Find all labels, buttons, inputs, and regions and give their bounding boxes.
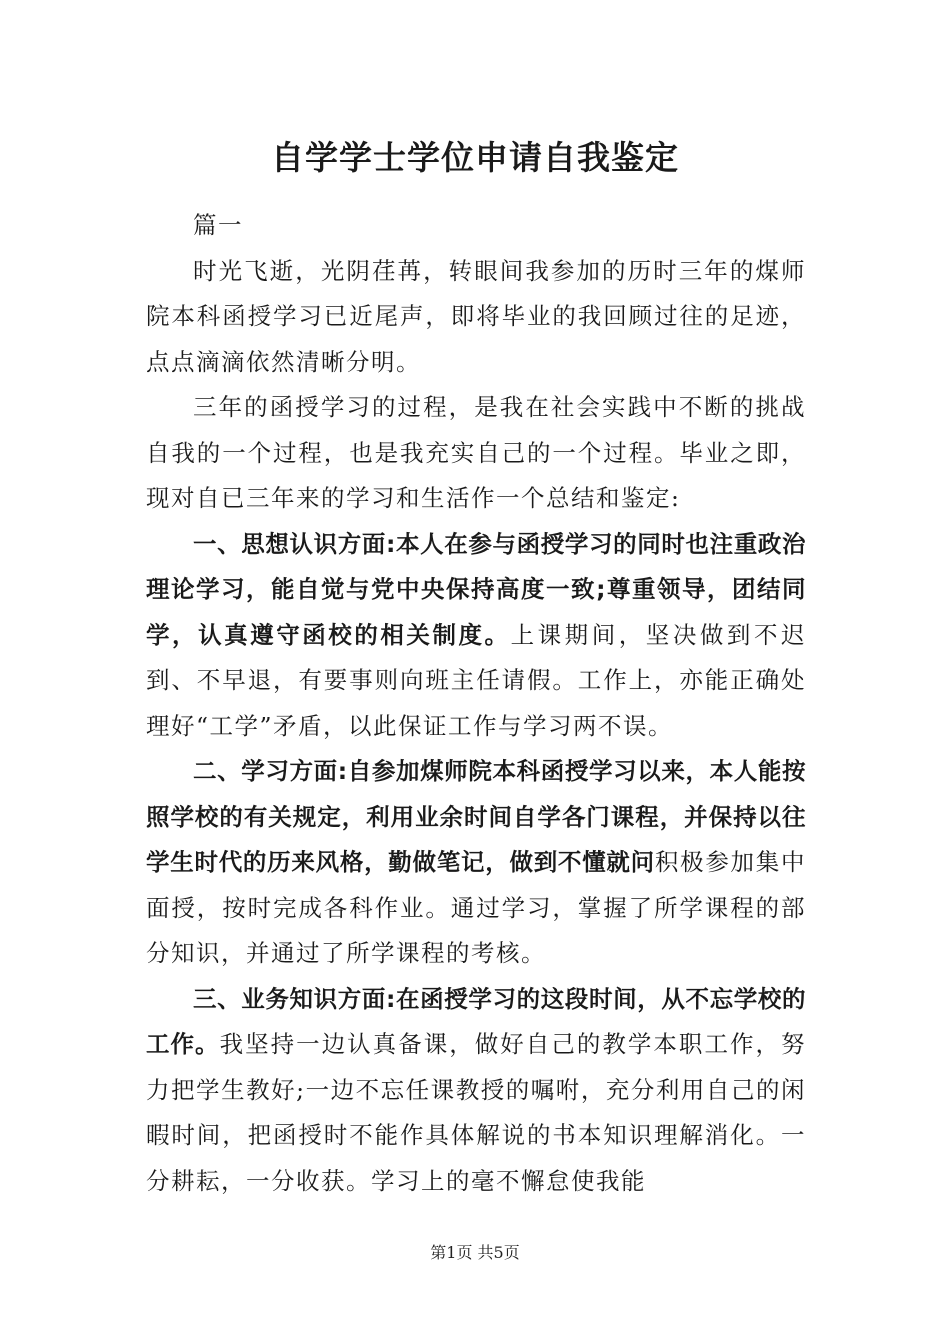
paragraph-2-text: 三年的函授学习的过程，是我在社会实践中不断的挑战自我的一个过程，也是我充实自己的一个过程。毕业之即，现对自已三年来的学习和生活作一个总结和鉴定: <box>146 393 806 512</box>
paragraph-2 <box>146 385 806 522</box>
document-title: 自学学士学位申请自我鉴定 <box>271 138 679 177</box>
paragraph-4 <box>146 749 806 977</box>
paragraph-3-text: 上课期间，坚决做到不迟到、不早退，有要事则向班主任请假。工作上，亦能正确处理好“工学”矛盾，以此保证工作与学习两不误。 <box>146 620 807 740</box>
paragraph-3-bold: 一、思想认识方面:本人在参与函授学习的同时也注重政治理论学习，能自觉与党中央保持高度一致;尊重领导，团结同学，认真遵守函校的相关制度。 <box>146 529 806 649</box>
paragraph-5-text: 我坚持一边认真备课，做好自己的教学本职工作，努力把学生教好;一边不忘任课教授的嘱咐，充分利用自己的闲暇时间，把函授时不能作具体解说的书本知识理解消化。一分耕耘，一分收获。学习上的毫不懈怠使我能 <box>146 1030 807 1195</box>
paragraph-1-text: 时光飞逝，光阴荏苒，转眼间我参加的历时三年的煤师院本科函授学习已近尾声，即将毕业的我回顾过往的足迹，点点滴滴依然清晰分明。 <box>146 256 806 376</box>
page-number-footer: 第1页 共5页 <box>430 1243 520 1262</box>
document-body <box>146 203 806 1204</box>
section-label: 篇一 <box>193 211 243 239</box>
paragraph-1 <box>146 249 806 386</box>
paragraph-4-text: 积极参加集中面授，按时完成各科作业。通过学习，掌握了所学课程的部分知识，并通过了所学课程的考核。 <box>146 848 807 967</box>
paragraph-4-bold: 二、学习方面:自参加煤师院本科函授学习以来，本人能按照学校的有关规定，利用业余时间自学各门课程，并保持以往学生时代的历来风格，勤做笔记，做到不懂就问 <box>146 757 806 876</box>
paragraph-5-bold: 三、业务知识方面:在函授学习的这段时间，从不忘学校的工作。 <box>146 984 806 1058</box>
paragraph-5 <box>146 977 806 1205</box>
paragraph-3 <box>146 522 806 750</box>
